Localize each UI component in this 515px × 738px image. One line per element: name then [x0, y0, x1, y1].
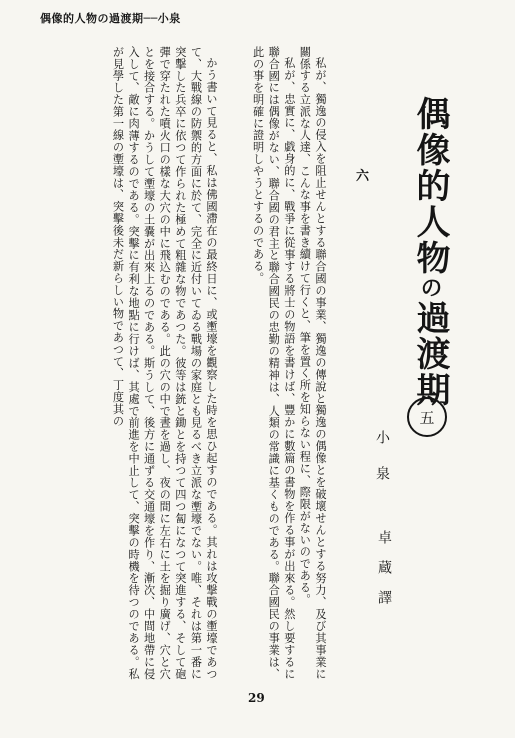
author-name: 小泉 [374, 430, 390, 502]
title-main: 偶像的人物 [410, 96, 450, 276]
translator-name: 卓蔵譯 [376, 530, 392, 620]
running-head: 偶像的人物の過渡期──小泉 [40, 12, 181, 25]
body-text [6, 46, 328, 680]
title-end: 過渡期 [410, 300, 450, 408]
paragraph: 私が、獨逸の侵入を阻止せんとする聯合國の事業、獨逸の傳說と獨逸の偶像とを破壞せんとする努力、及び其事業に關係する立派な人達、こんな事を書き續けて行くと、筆を置く所を知らない程に、際限がないのである。 [298, 46, 327, 680]
paragraph: 私が、忠實に、戯身的に、戰爭に從事する將士の物語を書けば、豐かに數篇の書物を作る事が出來る。然し要するに聯合國には偶像がない、聯合國の君主と聯合國民の忠勤の精神は、人類の常識に基くものである。聯合國民の事業は、此の事を明確に證明しやうとするのである。 [251, 46, 296, 680]
volume-number: 五 [407, 397, 447, 437]
article-title [410, 96, 450, 408]
title-particle: の [417, 276, 443, 300]
section-heading: 六 [356, 169, 370, 184]
page-number: 29 [248, 691, 265, 705]
paragraph: かう書いて見ると、私は佛國滯在の最終日に、或壍壕を觀察した時を思ひ起すのである。其れは攻撃戰の壍壕であつて、大戰線の防禦的方面に於て、完全に近付いてゐる戰場の家庭とも見るべき立派な壍壕でない。唯、それは第一番に突擊した兵卒に依つて作られた極めて粗雜な物であつた。彼等は銃と鋤とを持つて四つ匐になつて突進する、そして砲彈で穿たれた噴火口の樣な大穴の中に飛込むのである。此の穴の中で晝を過し、夜の間に左右に土を掘り廣げ、穴と穴とを接合する。かうして壍壕の土嚢が出來上るのである。斯うして、後方に通ずる交通壕を作り、漸次、中間地帶に侵入して、敵に肉薄するのである。突擊に有利な地點に行けば、其處で前進を中止して、突擊の時機を待つのである。私が見學した第一線の壍壕は、突擊後未だ新らしい物であつて、丁度其の [111, 46, 219, 680]
